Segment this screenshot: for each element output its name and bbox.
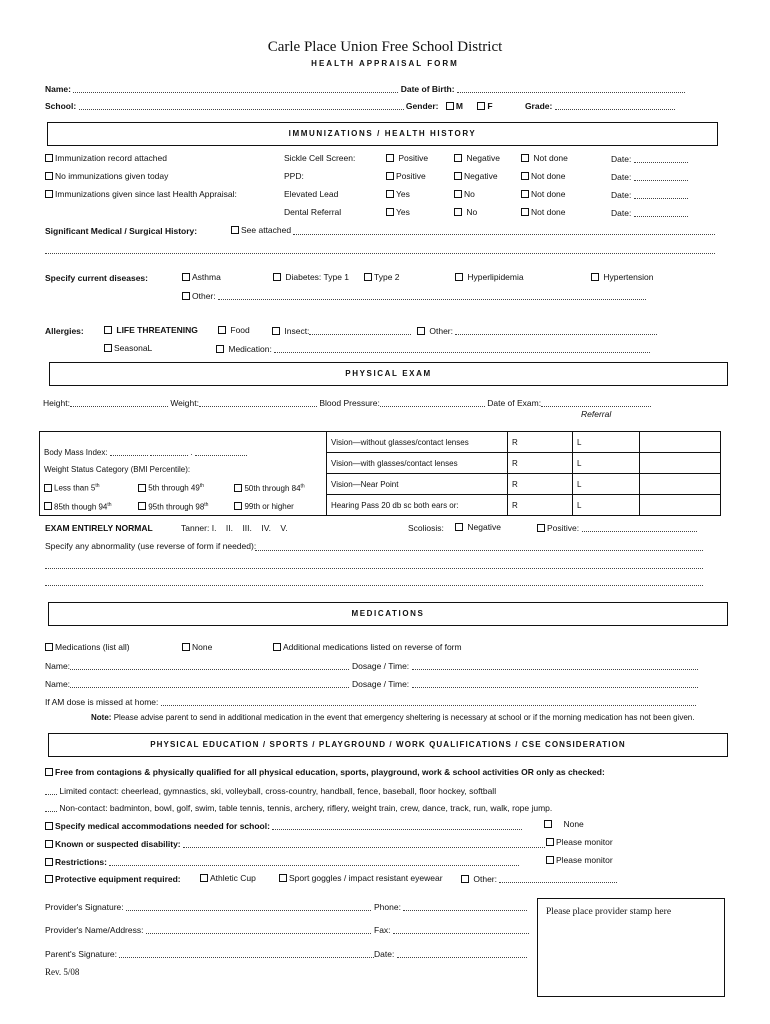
protective-other-label: Other:	[473, 874, 497, 884]
diseases-label: Specify current diseases:	[45, 273, 148, 283]
pct-5-49-checkbox[interactable]	[138, 484, 146, 492]
form-title: HEALTH APPRAISAL FORM	[311, 59, 459, 68]
medication-allergy-label: Medication:	[228, 344, 272, 354]
pct-99-checkbox[interactable]	[234, 502, 242, 510]
abnormality-field-1[interactable]	[255, 550, 703, 551]
provider-address-field[interactable]	[146, 925, 371, 934]
insect-label: Insect:	[284, 326, 310, 336]
district-title: Carle Place Union Free School District	[267, 39, 503, 55]
abnormality-label: Specify any abnormality (use reverse of form if needed):	[45, 541, 257, 551]
pe-heading: PHYSICAL EDUCATION / SPORTS / PLAYGROUND / WORK QUALIFICATIONS / CSE CONSIDERATION	[48, 733, 728, 757]
gender-m-checkbox[interactable]	[446, 102, 454, 110]
weight-status-label: Weight Status Category (BMI Percentile):	[44, 465, 191, 474]
scoliosis-negative-checkbox[interactable]	[455, 523, 463, 531]
bp-label: Blood Pressure:	[319, 398, 380, 408]
ppd-negative-label: Negative	[464, 171, 498, 181]
restrictions-field[interactable]	[109, 857, 519, 866]
goggles-label: Sport goggles / impact resistant eyewear	[289, 873, 443, 883]
asthma-checkbox[interactable]	[182, 273, 190, 281]
immunizations-heading: IMMUNIZATIONS / HEALTH HISTORY	[47, 122, 718, 146]
allergy-other-field[interactable]	[455, 326, 657, 335]
ppd-date-label: Date:	[611, 172, 632, 182]
med2-name-label: Name:	[45, 679, 71, 689]
meds-additional-label: Additional medications listed on reverse of form	[283, 642, 462, 652]
meds-none-checkbox[interactable]	[182, 643, 190, 651]
ppd-notdone-label: Not done	[531, 171, 566, 181]
revision-label: Rev. 5/08	[45, 967, 80, 977]
pct-50-84-checkbox[interactable]	[234, 484, 242, 492]
vision-table	[39, 431, 721, 516]
missed-dose-field[interactable]	[161, 697, 696, 706]
dental-no-checkbox[interactable]	[454, 208, 462, 216]
name-row	[45, 84, 685, 94]
accommodations-field[interactable]	[272, 821, 522, 830]
asthma-label: Asthma	[192, 272, 221, 282]
lead-no-checkbox[interactable]	[454, 190, 462, 198]
pct-95-98-label: 95th through 98	[148, 502, 205, 512]
med2-dosage-label: Dosage / Time:	[352, 679, 410, 689]
grade-label: Grade:	[524, 101, 553, 111]
meds-note-text: Please advise parent to send in additional medication in the event that emergency sheltering is necessary at school or if the morning medication has not been given.	[113, 713, 695, 722]
imm-since-label: Immunizations given since last Health Appraisal:	[55, 189, 237, 199]
scoliosis-positive-checkbox[interactable]	[537, 524, 545, 532]
sickle-date-label: Date:	[611, 154, 632, 164]
bmi-label: Body Mass Index:	[44, 448, 108, 457]
restrictions-checkbox[interactable]	[45, 858, 53, 866]
disability-label: Known or suspected disability:	[55, 839, 181, 849]
pct-85-94-sup: th	[107, 501, 112, 508]
school-row	[45, 101, 675, 111]
bp-field[interactable]	[380, 398, 485, 407]
limited-contact-label: Limited contact: cheerlead, gymnastics, ski, volleyball, cross-country, handball, fence, baseball, floor hockey, softball	[59, 786, 497, 796]
hyperlipidemia-checkbox[interactable]	[455, 273, 463, 281]
goggles-checkbox[interactable]	[279, 874, 287, 882]
missed-dose-label: If AM dose is missed at home:	[45, 697, 159, 707]
hyperlipidemia-label: Hyperlipidemia	[467, 272, 524, 282]
pct-lt5-sup: th	[95, 483, 100, 489]
sig-history-label: Significant Medical / Surgical History:	[45, 226, 198, 236]
vision-with-r[interactable]: R	[508, 453, 573, 474]
medications-heading: MEDICATIONS	[48, 602, 728, 626]
accom-none-checkbox[interactable]	[544, 820, 552, 828]
exam-date-field[interactable]	[541, 398, 651, 407]
ppd-positive-checkbox[interactable]	[386, 172, 394, 180]
allergies-label: Allergies:	[45, 326, 84, 336]
scoliosis-label: Scoliosis:	[408, 523, 444, 533]
ppd-date-field[interactable]	[634, 172, 688, 181]
sig-history-field[interactable]	[293, 234, 715, 235]
fax-field[interactable]	[393, 925, 529, 934]
non-contact-field[interactable]	[45, 803, 57, 812]
no-imm-checkbox[interactable]	[45, 172, 53, 180]
height-field[interactable]	[70, 398, 168, 407]
tanner-1[interactable]: Tanner: I.	[181, 523, 217, 533]
parent-signature-field[interactable]	[119, 949, 374, 958]
dental-notdone-label: Not done	[531, 207, 566, 217]
provider-stamp-label: Please place provider stamp here	[546, 907, 672, 917]
tanner-row	[181, 524, 288, 533]
pct-99-label: 99th or higher	[244, 502, 294, 512]
test-lead: Elevated Lead	[284, 189, 339, 199]
exam-normal-label: EXAM ENTIRELY NORMAL	[45, 523, 153, 533]
no-imm-row[interactable]	[45, 172, 168, 181]
gender-f-label: F	[487, 101, 493, 111]
hearing-referral[interactable]	[640, 495, 721, 516]
vision-without-l[interactable]: L	[573, 432, 640, 453]
name-field[interactable]	[73, 84, 398, 93]
dob-field[interactable]	[457, 84, 685, 93]
monitor1-checkbox[interactable]	[546, 838, 554, 846]
imm-record-checkbox[interactable]	[45, 154, 53, 162]
limited-contact-field[interactable]	[45, 786, 57, 795]
referral-label: Referral	[581, 409, 612, 419]
test-ppd: PPD:	[284, 171, 304, 181]
sickle-notdone-checkbox[interactable]	[521, 154, 529, 162]
scoliosis-positive-field[interactable]	[582, 523, 697, 532]
med1-dosage-field[interactable]	[412, 661, 698, 670]
ppd-positive-label: Positive	[396, 171, 426, 181]
pct-85-94-checkbox[interactable]	[44, 502, 52, 510]
athletic-cup-checkbox[interactable]	[200, 874, 208, 882]
lead-yes-checkbox[interactable]	[386, 190, 394, 198]
free-contagion-checkbox[interactable]	[45, 768, 53, 776]
accommodations-label: Specify medical accommodations needed for school:	[55, 821, 270, 831]
see-attached-checkbox[interactable]	[231, 226, 239, 234]
provider-signature-field[interactable]	[126, 902, 371, 911]
seasonal-label: SeasonaL	[114, 343, 153, 353]
disease-other-field[interactable]	[218, 291, 646, 300]
scoliosis-positive-label: Positive:	[547, 523, 580, 533]
gender-f-checkbox[interactable]	[477, 102, 485, 110]
protective-checkbox[interactable]	[45, 875, 53, 883]
provider-stamp-box[interactable]	[537, 898, 725, 997]
pct-50-84-sup: th	[300, 483, 305, 489]
disease-other-checkbox[interactable]	[182, 292, 190, 300]
phone-field[interactable]	[403, 902, 527, 911]
vision-without-label: Vision—without glasses/contact lenses	[327, 432, 508, 453]
tanner-3[interactable]: III.	[242, 523, 252, 533]
parent-signature-label: Parent's Signature:	[45, 949, 118, 959]
restrictions-label: Restrictions:	[55, 857, 107, 867]
measurements-row	[43, 398, 651, 408]
bmi-field-3[interactable]	[195, 447, 247, 456]
vision-with-referral[interactable]	[640, 453, 721, 474]
hypertension-label: Hypertension	[603, 272, 654, 282]
vision-with-label: Vision—with glasses/contact lenses	[327, 453, 508, 474]
lead-no-label: No	[464, 189, 475, 199]
meds-list-label: Medications (list all)	[55, 642, 130, 652]
monitor2-label: Please monitor	[556, 855, 613, 865]
allergy-other-checkbox[interactable]	[417, 327, 425, 335]
no-imm-label: No immunizations given today	[55, 171, 169, 181]
monitor2-checkbox[interactable]	[546, 856, 554, 864]
test-dental: Dental Referral	[284, 207, 342, 217]
pct-lt5-label: Less than 5	[54, 483, 96, 493]
weight-field[interactable]	[199, 398, 317, 407]
gender-m-label: M	[455, 101, 463, 111]
dental-no-label: No	[466, 207, 478, 217]
lead-date-field[interactable]	[634, 190, 688, 199]
ppd-negative-checkbox[interactable]	[454, 172, 462, 180]
dob-label: Date of Birth:	[400, 84, 455, 94]
diabetes1-label: Diabetes: Type 1	[285, 272, 350, 282]
insect-field[interactable]	[309, 326, 411, 335]
test-sickle: Sickle Cell Screen:	[284, 153, 356, 163]
hearing-label: Hearing Pass 20 db sc both ears or:	[327, 495, 508, 516]
tanner-5[interactable]: V.	[280, 523, 288, 533]
diabetes2-label: Type 2	[374, 272, 400, 282]
protective-label: Protective equipment required:	[55, 874, 181, 884]
vision-with-l[interactable]: L	[573, 453, 640, 474]
hypertension-checkbox[interactable]	[591, 273, 599, 281]
dental-date-field[interactable]	[634, 208, 688, 217]
abnormality-field-3[interactable]	[45, 585, 703, 586]
diabetes2-checkbox[interactable]	[364, 273, 372, 281]
accom-none-label: None	[563, 819, 584, 829]
accommodations-checkbox[interactable]	[45, 822, 53, 830]
dental-date-label: Date:	[611, 208, 632, 218]
disease-other-label: Other:	[192, 291, 216, 301]
tanner-2[interactable]: II.	[225, 523, 233, 533]
lead-date-label: Date:	[611, 190, 632, 200]
lead-yes-label: Yes	[396, 189, 410, 199]
meds-additional-checkbox[interactable]	[273, 643, 281, 651]
disability-field[interactable]	[183, 839, 545, 848]
name-label: Name:	[45, 84, 71, 94]
school-field[interactable]	[79, 101, 404, 110]
tanner-4[interactable]: IV.	[261, 523, 271, 533]
pct-95-98-sup: th	[204, 501, 209, 508]
non-contact-label: Non-contact: badminton, bowl, golf, swim, table tennis, tennis, archery, riflery, weight train, crew, dance, track, run, walk, rope jump.	[59, 803, 553, 813]
free-contagion-label: Free from contagions & physically qualified for all physical education, sports, playground, work & school activities OR only as checked:	[55, 767, 605, 777]
medication-allergy-checkbox[interactable]	[216, 345, 224, 353]
meds-note-label: Note:	[91, 713, 112, 722]
vision-without-referral[interactable]	[640, 432, 721, 453]
dental-yes-label: Yes	[396, 207, 410, 217]
medication-allergy-field[interactable]	[274, 344, 650, 353]
sickle-negative-checkbox[interactable]	[454, 154, 462, 162]
disability-checkbox[interactable]	[45, 840, 53, 848]
weight-label: Weight:	[170, 398, 199, 408]
pct-50-84-label: 50th through 84	[244, 483, 301, 493]
bmi-cell: Body Mass Index: . Weight Status Category (BMI Percentile): Less than 5th 5th through 49th 50th through 84th 85th though 94th 95th through 98th 99th or higher	[40, 432, 327, 516]
vision-near-l[interactable]: L	[573, 474, 640, 495]
gender-label: Gender:	[405, 101, 439, 111]
bmi-field-1[interactable]	[110, 447, 148, 456]
provider-address-label: Provider's Name/Address:	[45, 925, 144, 935]
ppd-notdone-checkbox[interactable]	[521, 172, 529, 180]
life-threatening-checkbox[interactable]	[104, 326, 112, 334]
grade-field[interactable]	[555, 101, 675, 110]
med1-name-label: Name:	[45, 661, 71, 671]
see-attached-label: See attached	[241, 225, 292, 235]
scoliosis-negative-label: Negative	[467, 522, 501, 532]
lead-notdone-label: Not done	[531, 189, 566, 199]
parent-date-label: Date:	[374, 949, 395, 959]
pct-85-94-label: 85th though 94	[54, 502, 108, 512]
sickle-negative-label: Negative	[466, 153, 500, 163]
pct-95-98-checkbox[interactable]	[138, 502, 146, 510]
pct-lt5-checkbox[interactable]	[44, 484, 52, 492]
vision-near-r[interactable]: R	[508, 474, 573, 495]
med2-dosage-field[interactable]	[412, 679, 698, 688]
insect-checkbox[interactable]	[272, 327, 280, 335]
hearing-l[interactable]: L	[573, 495, 640, 516]
meds-list-checkbox[interactable]	[45, 643, 53, 651]
parent-date-field[interactable]	[397, 949, 527, 958]
exam-date-label: Date of Exam:	[487, 398, 542, 408]
med1-name-field[interactable]	[70, 661, 349, 670]
vision-near-label: Vision—Near Point	[327, 474, 508, 495]
pct-5-49-sup: th	[199, 483, 205, 489]
protective-other-checkbox[interactable]	[461, 875, 469, 883]
abnormality-field-2[interactable]	[45, 568, 703, 569]
sig-history-field-2[interactable]	[45, 253, 715, 254]
hearing-r[interactable]: R	[508, 495, 573, 516]
pct-5-49-label: 5th through 49	[148, 483, 200, 493]
vision-without-r[interactable]: R	[508, 432, 573, 453]
dental-yes-checkbox[interactable]	[386, 208, 394, 216]
bmi-field-2[interactable]	[150, 447, 188, 456]
seasonal-checkbox[interactable]	[104, 344, 112, 352]
provider-signature-label: Provider's Signature:	[45, 902, 124, 912]
meds-none-label: None	[192, 642, 213, 652]
food-checkbox[interactable]	[218, 326, 226, 334]
med2-name-field[interactable]	[70, 679, 349, 688]
physical-exam-heading: PHYSICAL EXAM	[49, 362, 728, 386]
imm-since-row[interactable]	[45, 190, 237, 199]
sickle-notdone-label: Not done	[533, 153, 568, 163]
sickle-positive-label: Positive	[398, 153, 429, 163]
imm-since-checkbox[interactable]	[45, 190, 53, 198]
athletic-cup-label: Athletic Cup	[210, 873, 256, 883]
lead-notdone-checkbox[interactable]	[521, 190, 529, 198]
height-label: Height:	[43, 398, 70, 408]
allergy-other-label: Other:	[429, 326, 453, 336]
meds-note	[91, 714, 694, 722]
protective-other-field[interactable]	[499, 874, 617, 883]
imm-record-row[interactable]	[45, 154, 167, 163]
dental-notdone-checkbox[interactable]	[521, 208, 529, 216]
food-label: Food	[230, 325, 250, 335]
life-threatening-label: LIFE THREATENING	[116, 325, 198, 335]
fax-label: Fax:	[374, 925, 391, 935]
imm-record-label: Immunization record attached	[55, 153, 167, 163]
sickle-positive-checkbox[interactable]	[386, 154, 394, 162]
phone-label: Phone:	[374, 902, 401, 912]
vision-near-referral[interactable]	[640, 474, 721, 495]
school-label: School:	[45, 101, 77, 111]
monitor1-label: Please monitor	[556, 837, 613, 847]
med1-dosage-label: Dosage / Time:	[352, 661, 410, 671]
sickle-date-field[interactable]	[634, 154, 688, 163]
diabetes1-checkbox[interactable]	[273, 273, 281, 281]
